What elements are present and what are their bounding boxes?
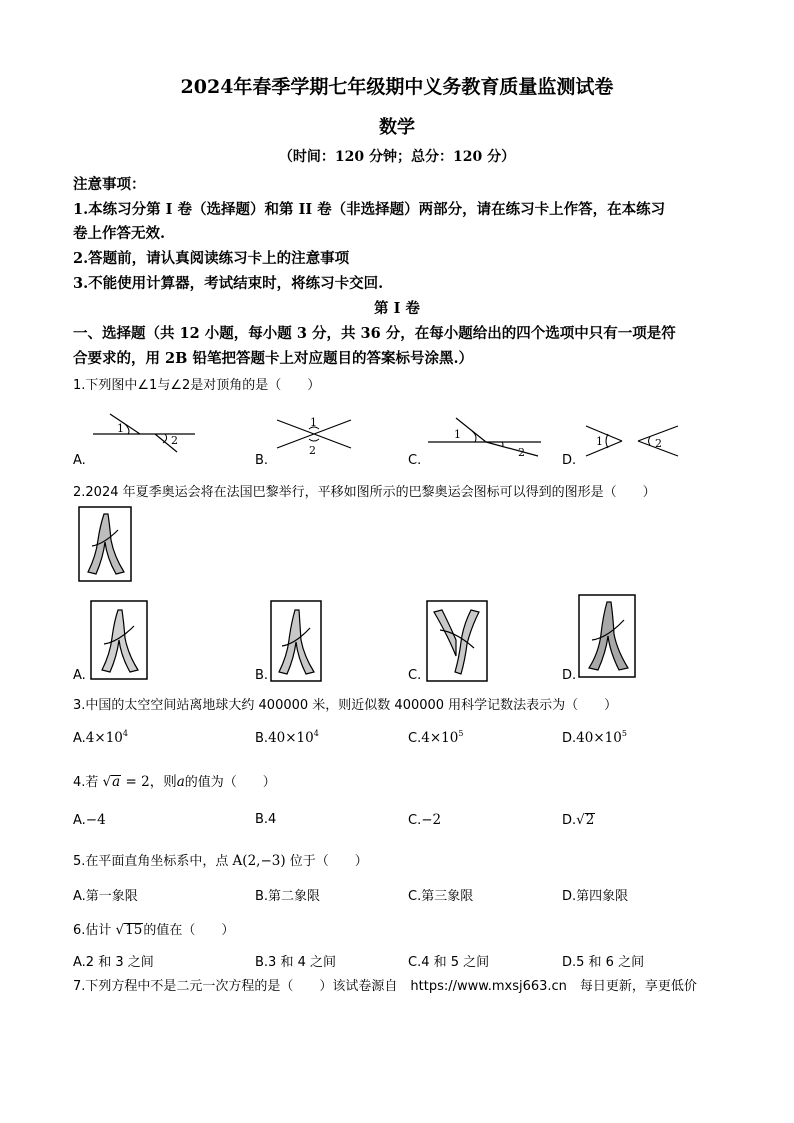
paris-olympics-emblem-icon — [78, 506, 132, 582]
angle-label-2: 2 — [171, 434, 178, 447]
q2-option-b[interactable]: B. — [255, 668, 269, 683]
q1-figure-a — [85, 412, 205, 452]
variable: a — [176, 774, 185, 790]
q3-option-a[interactable] — [73, 729, 128, 746]
stem-text: = 2，则 — [121, 774, 177, 790]
q7-stem: 7.下列方程中不是二元一次方程的是（ ）该试卷源自 https://www.mxsj663.cn 每日更新，享更低价 — [73, 979, 697, 994]
angle-label-1: 1 — [596, 435, 603, 448]
radicand: 2 — [585, 812, 595, 828]
q1-option-a[interactable]: A. — [73, 453, 86, 468]
q4-option-d[interactable] — [562, 812, 595, 828]
sqrt-symbol: √ — [115, 922, 125, 938]
q3-stem: 3.中国的太空空间站离地球大约 400000 米，则近似数 400000 用科学记数法表示为（ ） — [73, 698, 618, 713]
radicand: 15 — [125, 922, 143, 938]
sqrt-symbol: √ — [102, 774, 112, 790]
q6-option-a[interactable]: A.2 和 3 之间 — [73, 955, 154, 970]
option-coef: 4 — [421, 730, 430, 746]
radicand: a — [112, 774, 121, 790]
stem-text: 位于（ ） — [285, 854, 368, 869]
option-label: C. — [408, 813, 422, 828]
notice-heading: 注意事项： — [73, 176, 146, 193]
stem-text: 6.估计 — [73, 923, 116, 938]
q5-option-d[interactable]: D.第四象限 — [562, 889, 629, 904]
q5-option-c[interactable]: C.第三象限 — [408, 889, 474, 904]
angle-label-1: 1 — [454, 428, 461, 441]
option-coef: 40 — [268, 730, 286, 746]
option-base: ×10 — [593, 730, 622, 746]
option-exponent: 5 — [621, 729, 627, 738]
option-label: A. — [73, 731, 86, 746]
q5-stem — [73, 850, 368, 869]
exam-title: 2024年春季学期七年级期中义务教育质量监测试卷 — [180, 76, 614, 98]
q2-option-b-figure — [270, 600, 322, 682]
q3-option-b[interactable] — [255, 729, 319, 746]
option-label: D. — [562, 813, 577, 828]
q2-option-a[interactable]: A. — [73, 668, 86, 683]
sqrt-symbol: √ — [576, 812, 585, 828]
angle-label-2: 2 — [518, 446, 525, 459]
q6-option-b[interactable]: B.3 和 4 之间 — [255, 955, 336, 970]
exam-time-info: （时间：120 分钟；总分：120 分） — [278, 149, 516, 165]
option-label: B. — [255, 731, 269, 746]
q1-option-c[interactable]: C. — [408, 453, 422, 468]
stem-text: 4.若 — [73, 775, 103, 790]
stem-text: 5.在平面直角坐标系中，点 — [73, 854, 233, 869]
point-coordinates: A(2,−3) — [232, 853, 286, 869]
notice-item-3: 3.不能使用计算器，考试结束时，将练习卡交回. — [73, 275, 384, 292]
option-base: ×10 — [285, 730, 314, 746]
exam-subject: 数学 — [379, 117, 415, 138]
angle-label-2: 2 — [655, 437, 662, 450]
q2-stem: 2.2024 年夏季奥运会将在法国巴黎举行，平移如图所示的巴黎奥运会图标可以得到的图形是（ ） — [73, 485, 656, 500]
q3-option-c[interactable] — [408, 729, 463, 746]
q6-option-c[interactable]: C.4 和 5 之间 — [408, 955, 490, 970]
q1-figure-d — [582, 422, 682, 458]
q6-stem — [73, 919, 234, 938]
option-value: −2 — [421, 812, 442, 828]
part1-heading: 第 I 卷 — [374, 300, 420, 317]
option-base: ×10 — [94, 730, 123, 746]
option-label: A. — [73, 813, 86, 828]
q1-option-b[interactable]: B. — [255, 453, 269, 468]
q4-option-b[interactable]: B.4 — [255, 812, 277, 827]
section-heading-cont: 合要求的，用 2B 铅笔把答题卡上对应题目的答案标号涂黑.） — [73, 350, 473, 367]
notice-item-1: 1.本练习分第 I 卷（选择题）和第 II 卷（非选择题）两部分，请在练习卡上作答，在本练习 — [73, 201, 666, 218]
option-base: ×10 — [429, 730, 459, 746]
q1-option-d[interactable]: D. — [562, 453, 577, 468]
option-coef: 40 — [576, 730, 594, 746]
q1-stem: 1.下列图中∠1与∠2是对顶角的是（ ） — [73, 378, 321, 393]
option-exponent: 4 — [313, 729, 319, 738]
stem-text: 的值为（ ） — [184, 775, 276, 790]
section-heading: 一、选择题（共 12 小题，每小题 3 分，共 36 分，在每小题给出的四个选项中只有一项是符 — [73, 325, 676, 342]
q2-option-d[interactable]: D. — [562, 668, 577, 683]
option-label: C. — [408, 731, 422, 746]
q5-option-a[interactable]: A.第一象限 — [73, 889, 138, 904]
q2-option-c-figure — [426, 600, 488, 682]
option-coef: 4 — [85, 730, 95, 746]
q4-stem — [73, 770, 276, 790]
angle-label-2: 2 — [309, 444, 316, 457]
q2-option-a-figure — [90, 600, 148, 680]
q6-option-d[interactable]: D.5 和 6 之间 — [562, 955, 645, 970]
q5-option-b[interactable]: B.第二象限 — [255, 889, 321, 904]
q2-option-c[interactable]: C. — [408, 668, 422, 683]
option-label: D. — [562, 731, 577, 746]
q1-figure-c — [426, 416, 546, 460]
q4-option-c[interactable] — [408, 812, 441, 828]
q3-option-d[interactable] — [562, 729, 627, 746]
q1-figure-b — [275, 414, 355, 457]
q4-option-a[interactable] — [73, 812, 106, 828]
angle-label-1: 1 — [310, 416, 317, 429]
q2-option-d-figure — [578, 594, 636, 678]
option-exponent: 4 — [122, 729, 128, 738]
stem-text: 的值在（ ） — [143, 923, 235, 938]
angle-label-1: 1 — [117, 422, 124, 435]
option-value: −4 — [85, 812, 106, 828]
option-exponent: 5 — [458, 729, 464, 738]
notice-item-1-cont: 卷上作答无效. — [73, 225, 166, 242]
notice-item-2: 2.答题前，请认真阅读练习卡上的注意事项 — [73, 250, 350, 267]
